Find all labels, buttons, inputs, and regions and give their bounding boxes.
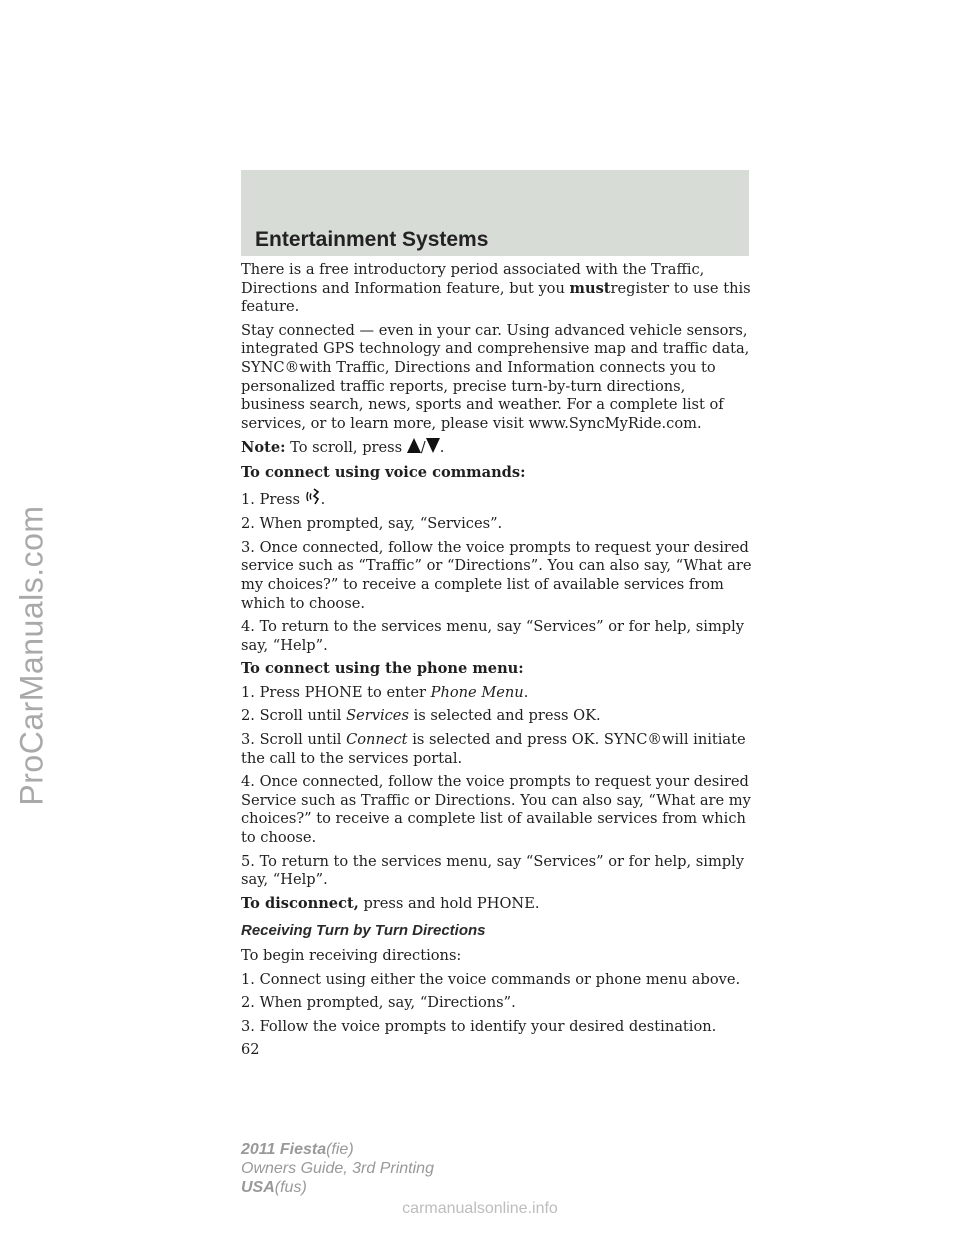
section-title: Entertainment Systems bbox=[255, 228, 489, 251]
phone-step-3-end: is selected and press OK. SYNC®will initiate the call to the services portal. bbox=[241, 731, 746, 767]
phone-step-5: 5. To return to the services menu, say “Services” or for help, simply say, “Help”. bbox=[241, 852, 745, 889]
footer-model: 2011 Fiesta bbox=[241, 1141, 327, 1158]
note-end: . bbox=[439, 439, 445, 457]
directions-intro: To begin receiving directions: bbox=[241, 947, 462, 964]
voice-step-1-text: 1. Press bbox=[241, 490, 305, 508]
phone-step-4: 4. Once connected, follow the voice prompts to request your desired Service such as Traffic or Directions. You can also say, “What are my choices?” to receive a complete list of available services from which to choose. bbox=[241, 773, 751, 847]
phone-step-1-end: . bbox=[523, 683, 529, 701]
footer-market-code: (fus) bbox=[274, 1179, 307, 1196]
phone-step-3-item: Connect bbox=[346, 731, 408, 749]
phone-step-2 bbox=[241, 707, 753, 726]
footer-model-code: (fie) bbox=[326, 1141, 354, 1158]
arrow-up-icon bbox=[407, 438, 421, 459]
intro-text-end: register to use this feature. bbox=[241, 279, 751, 316]
phone-step-1 bbox=[241, 684, 753, 703]
note-text: To scroll, press bbox=[290, 439, 407, 457]
stay-connected-paragraph: Stay connected — even in your car. Using advanced vehicle sensors, integrated GPS technology and comprehensive map and traffic data, SYNC®with Traffic, Directions and Information connects you to personalized traffic reports, precise turn-by-turn directions, business search, news, sports and weather. For a complete list of services, or to learn more, please visit www.SyncMyRide.com. bbox=[241, 321, 750, 432]
note-paragraph bbox=[241, 438, 753, 459]
page-content bbox=[241, 261, 753, 1060]
footer-line-2: Owners Guide, 3rd Printing bbox=[241, 1160, 434, 1177]
phone-step-3 bbox=[241, 731, 753, 768]
intro-text: There is a free introductory period associated with the Traffic, Directions and Information feature, but you bbox=[241, 261, 705, 297]
disconnect-text: press and hold PHONE. bbox=[363, 894, 540, 912]
turn-by-turn-heading: Receiving Turn by Turn Directions bbox=[241, 922, 486, 940]
intro-paragraph bbox=[241, 261, 753, 317]
phone-step-2-item: Services bbox=[346, 707, 409, 725]
footer-line-1 bbox=[241, 1140, 434, 1159]
note-separator: / bbox=[420, 439, 426, 457]
phone-step-2-text: 2. Scroll until bbox=[241, 707, 342, 725]
voice-commands-heading: To connect using voice commands: bbox=[241, 463, 526, 481]
phone-step-1-text: 1. Press PHONE to enter bbox=[241, 683, 426, 701]
voice-step-1 bbox=[241, 488, 753, 511]
section-header-band bbox=[241, 170, 749, 256]
intro-emphasis: must bbox=[569, 279, 611, 297]
directions-step-1: 1. Connect using either the voice commands or phone menu above. bbox=[241, 970, 741, 988]
footer-line-3 bbox=[241, 1178, 434, 1197]
directions-step-2: 2. When prompted, say, “Directions”. bbox=[241, 994, 516, 1012]
phone-step-2-end: is selected and press OK. bbox=[413, 707, 601, 725]
disconnect-paragraph bbox=[241, 895, 753, 914]
page-number: 62 bbox=[241, 1041, 260, 1059]
arrow-down-icon bbox=[426, 438, 440, 459]
side-watermark-text: ProCarManuals.com bbox=[13, 504, 50, 806]
note-label: Note: bbox=[241, 439, 286, 457]
side-watermark bbox=[8, 350, 56, 960]
document-footer bbox=[241, 1140, 434, 1197]
phone-step-3-text: 3. Scroll until bbox=[241, 731, 342, 749]
phone-menu-heading: To connect using the phone menu: bbox=[241, 660, 524, 678]
phone-step-1-menu: Phone Menu bbox=[430, 683, 524, 701]
voice-command-icon bbox=[305, 488, 321, 511]
voice-step-3: 3. Once connected, follow the voice prompts to request your desired service such as “Traffic” or “Directions”. You can also say, “What are my choices?” to receive a complete list of available services from which to choose. bbox=[241, 538, 752, 612]
footer-market: USA bbox=[241, 1179, 275, 1196]
voice-step-4: 4. To return to the services menu, say “Services” or for help, simply say, “Help”. bbox=[241, 618, 745, 654]
directions-step-3: 3. Follow the voice prompts to identify your desired destination. bbox=[241, 1017, 717, 1035]
bottom-watermark: carmanualsonline.info bbox=[402, 1200, 558, 1217]
voice-step-1-end: . bbox=[320, 490, 326, 508]
voice-step-2: 2. When prompted, say, “Services”. bbox=[241, 515, 503, 533]
disconnect-label: To disconnect, bbox=[241, 894, 359, 912]
